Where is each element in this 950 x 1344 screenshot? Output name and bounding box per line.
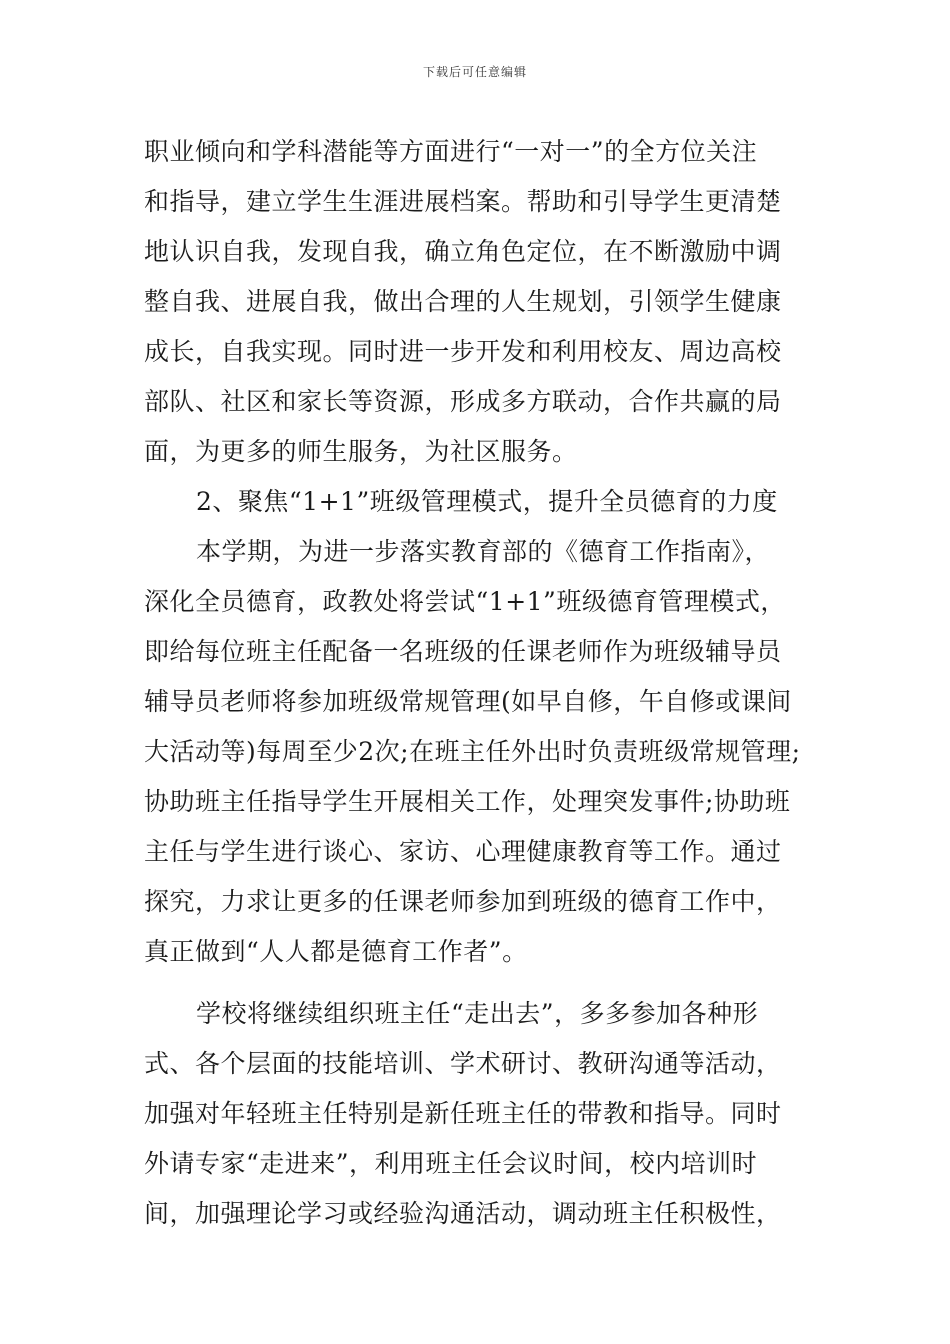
paragraph-line: 即给每位班主任配备一名班级的任课老师作为班级辅导员 (144, 637, 782, 666)
paragraph-gap (144, 977, 824, 989)
paragraph-line: 学校将继续组织班主任“走出去”，多多参加各种形 (196, 999, 759, 1028)
paragraph-line: 主任与学生进行谈心、家访、心理健康教育等工作。通过 (144, 837, 782, 866)
paragraph-line: 部队、社区和家长等资源，形成多方联动，合作共赢的局 (144, 387, 782, 416)
paragraph-line: 本学期，为进一步落实教育部的《德育工作指南》， (196, 537, 771, 566)
paragraph-line: 辅导员老师将参加班级常规管理(如早自修，午自修或课间 (144, 687, 792, 716)
paragraph-line: 成长，自我实现。同时进一步开发和利用校友、周边高校 (144, 337, 782, 366)
paragraph-line: 面，为更多的师生服务，为社区服务。 (144, 437, 578, 466)
section-heading: 2、聚焦“1+1”班级管理模式，提升全员德育的力度 (196, 487, 778, 516)
paragraph-line: 职业倾向和学科潜能等方面进行“一对一”的全方位关注 (144, 137, 758, 166)
paragraph-line: 协助班主任指导学生开展相关工作，处理突发事件;协助班 (144, 787, 791, 816)
page-header: 下载后可任意编辑 (422, 65, 527, 79)
paragraph-line: 加强对年轻班主任特别是新任班主任的带教和指导。同时 (144, 1099, 782, 1128)
paragraph-line: 大活动等)每周至少2次;在班主任外出时负责班级常规管理; (144, 737, 801, 766)
paragraph-line: 式、各个层面的技能培训、学术研讨、教研沟通等活动， (144, 1049, 782, 1078)
paragraph-line: 外请专家“走进来”，利用班主任会议时间，校内培训时 (144, 1149, 758, 1178)
document-body (144, 127, 824, 1239)
paragraph-line: 和指导，建立学生生涯进展档案。帮助和引导学生更清楚 (144, 187, 782, 216)
paragraph-line: 地认识自我，发现自我，确立角色定位，在不断激励中调 (144, 237, 782, 266)
paragraph-line: 间，加强理论学习或经验沟通活动，调动班主任积极性， (144, 1199, 782, 1228)
paragraph-line: 真正做到“人人都是德育工作者”。 (144, 937, 528, 966)
paragraph-line: 探究，力求让更多的任课老师参加到班级的德育工作中， (144, 887, 782, 916)
paragraph-line: 深化全员德育，政教处将尝试“1+1”班级德育管理模式， (144, 587, 786, 616)
paragraph-line: 整自我、进展自我，做出合理的人生规划，引领学生健康 (144, 287, 782, 316)
